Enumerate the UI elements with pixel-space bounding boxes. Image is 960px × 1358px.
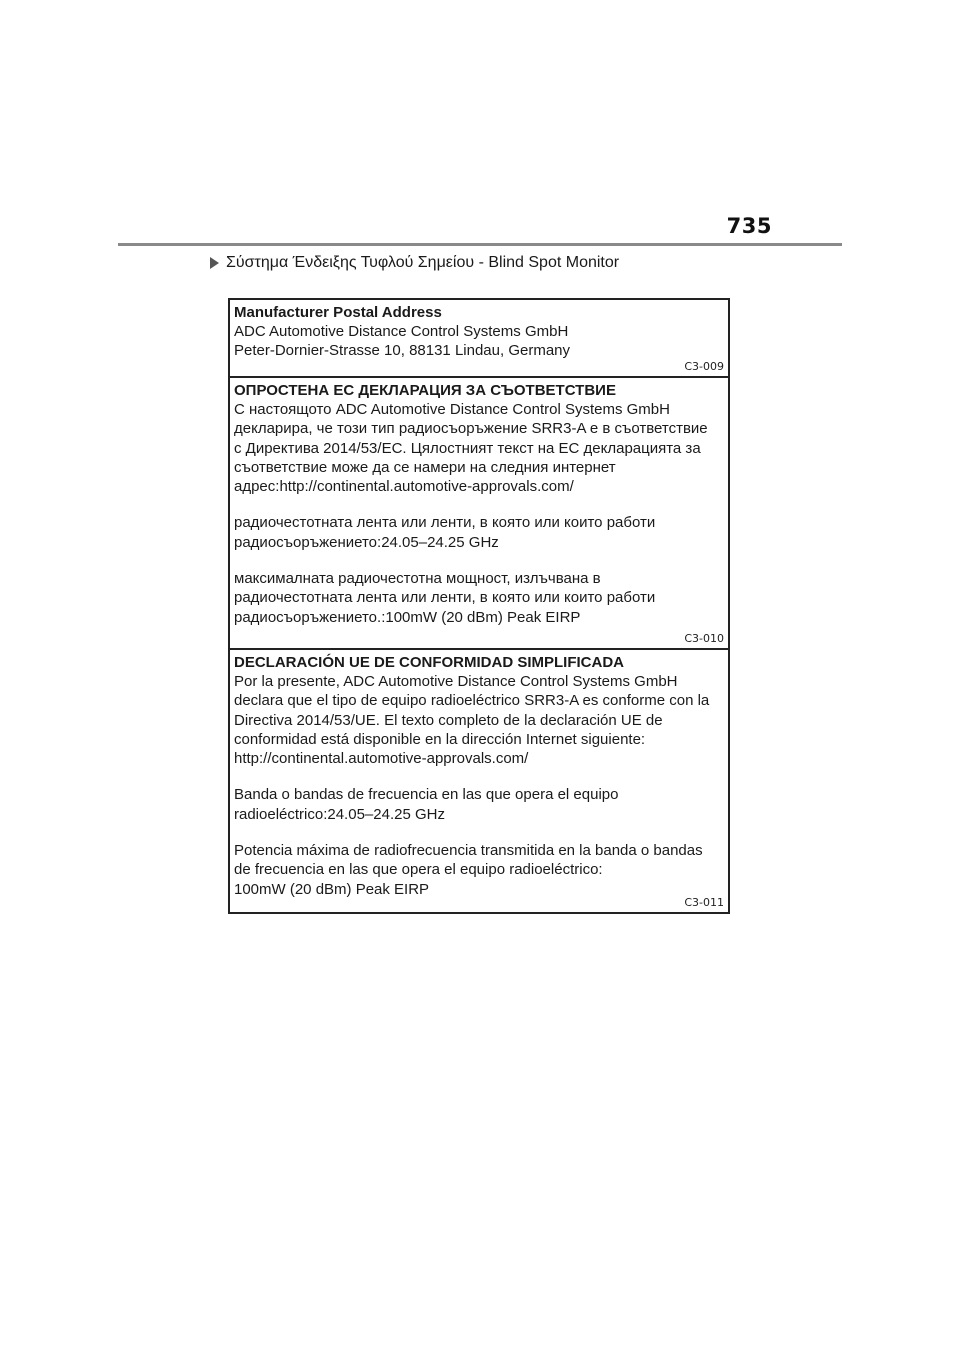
block-line: радиосъоръжението:24.05–24.25 GHz bbox=[234, 533, 499, 551]
block-line: радиочестотната лента или ленти, в която или които работи bbox=[234, 589, 656, 607]
paragraph-gap bbox=[234, 552, 722, 569]
block-line: ADC Automotive Distance Control Systems GmbH bbox=[234, 323, 569, 340]
page-number: 735 bbox=[726, 214, 772, 238]
block-line: http://continental.automotive-approvals.com/ bbox=[234, 750, 529, 768]
manufacturer-address-block bbox=[230, 300, 728, 376]
label-code: C3-010 bbox=[684, 632, 724, 645]
regulatory-label-box bbox=[228, 298, 730, 914]
block-line: радиочестотната лента или ленти, в която или които работи bbox=[234, 514, 656, 532]
paragraph-gap bbox=[234, 496, 722, 513]
block-line: декларира, че този тип радиосъоръжение SRR3-A е в съответствие bbox=[234, 420, 708, 438]
label-code: C3-009 bbox=[684, 360, 724, 373]
block-line: радиосъоръжението.:100mW (20 dBm) Peak EIRP bbox=[234, 608, 581, 626]
block-line: de frecuencia en las que opera el equipo radioeléctrico: bbox=[234, 861, 603, 879]
paragraph-gap bbox=[234, 768, 722, 785]
block-line: Banda o bandas de frecuencia en las que opera el equipo bbox=[234, 786, 619, 804]
block-line: максималната радиочестотна мощност, излъчвана в bbox=[234, 570, 601, 588]
triangle-bullet-icon bbox=[210, 257, 219, 269]
block-line: Potencia máxima de radiofrecuencia transmitida en la banda o bandas bbox=[234, 842, 703, 860]
label-code: C3-011 bbox=[684, 896, 724, 909]
section-heading-text: Σύστημα Ένδειξης Τυφλού Σημείου - Blind Spot Monitor bbox=[226, 254, 620, 271]
block-line: 100mW (20 dBm) Peak EIRP bbox=[234, 880, 430, 898]
block-title: Manufacturer Postal Address bbox=[234, 304, 442, 321]
block-line: с Директива 2014/53/ЕС. Цялостният текст на ЕС декларацията за bbox=[234, 439, 701, 457]
bulgarian-declaration-block bbox=[230, 376, 728, 648]
block-line: С настоящото ADC Automotive Distance Control Systems GmbH bbox=[234, 401, 670, 418]
block-line: адрес:http://continental.automotive-approvals.com/ bbox=[234, 478, 574, 496]
block-line: Por la presente, ADC Automotive Distance Control Systems GmbH bbox=[234, 673, 678, 690]
block-line: Peter-Dornier-Strasse 10, 88131 Lindau, Germany bbox=[234, 342, 571, 360]
block-line: conformidad está disponible en la dirección Internet siguiente: bbox=[234, 730, 646, 748]
block-title: DECLARACIÓN UE DE CONFORMIDAD SIMPLIFICADA bbox=[234, 654, 624, 671]
section-heading bbox=[210, 254, 619, 272]
paragraph-gap bbox=[234, 824, 722, 841]
block-title: ОПРОСТЕНА ЕС ДЕКЛАРАЦИЯ ЗА СЪОТВЕТСТВИЕ bbox=[234, 382, 616, 399]
block-line: radioeléctrico:24.05–24.25 GHz bbox=[234, 805, 445, 823]
block-line: declara que el tipo de equipo radioeléctrico SRR3-A es conforme con la bbox=[234, 692, 710, 710]
block-line: съответствие може да се намери на следния интернет bbox=[234, 458, 616, 476]
header-rule bbox=[118, 243, 842, 246]
spanish-declaration-block bbox=[230, 648, 728, 912]
block-line: Directiva 2014/53/UE. El texto completo de la declaración UE de bbox=[234, 711, 663, 729]
